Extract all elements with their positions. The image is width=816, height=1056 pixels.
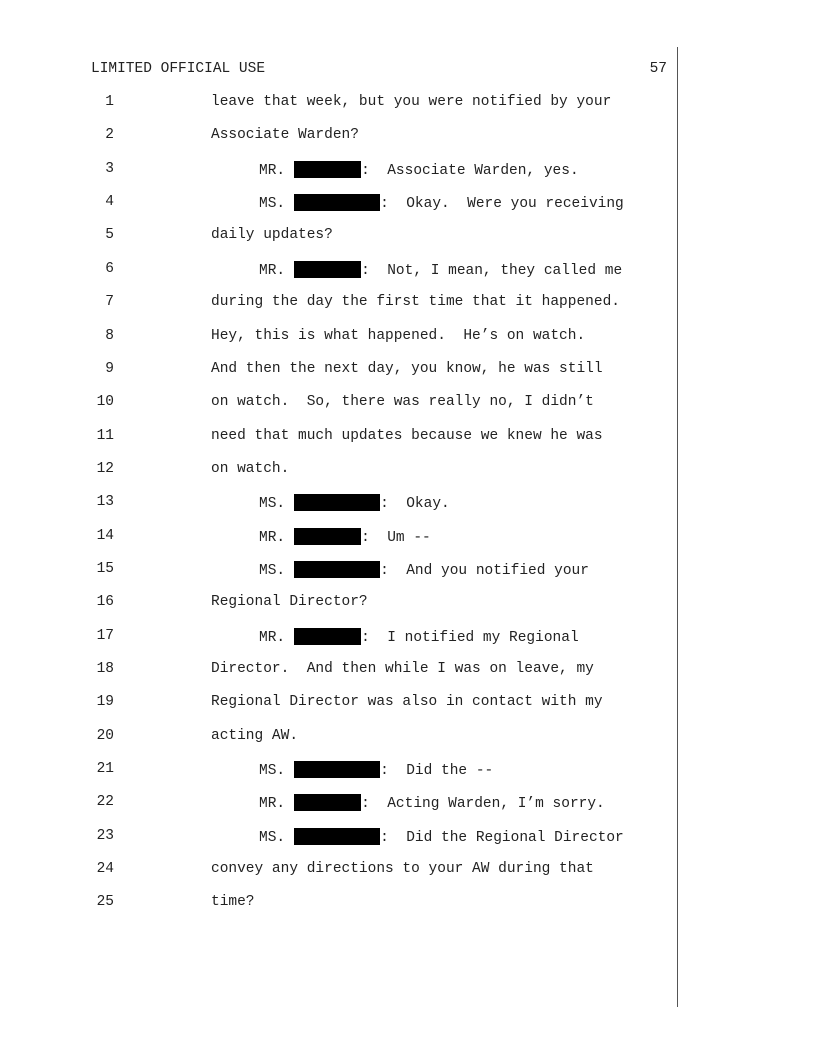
line-number: 24 [96,861,114,878]
speaker-title: MS. [259,829,286,846]
line-number: 3 [105,160,114,177]
spoken-text: Director. And then while I was on leave, my [211,661,594,677]
transcript-line [0,628,676,650]
spoken-text: : Okay. Were you receiving [380,196,624,213]
line-number: 8 [105,327,114,344]
transcript-line [0,528,676,550]
line-number: 18 [96,661,114,677]
redaction-box [294,794,361,811]
transcript-line [0,127,676,149]
redaction-box [294,528,361,545]
spoken-text: acting AW. [211,727,299,744]
line-text [211,227,333,243]
line-number: 17 [96,627,114,644]
line-text [211,661,594,677]
line-text [259,194,624,212]
redaction-box [294,761,380,778]
spoken-text: on watch. So, there was really no, I didn’t [211,394,594,411]
line-number: 13 [96,494,114,511]
speaker-title: MS. [259,196,286,213]
spoken-text: Regional Director? [211,594,368,611]
line-number: 11 [96,427,114,444]
line-number: 4 [105,194,114,211]
line-number: 5 [105,227,114,244]
spoken-text: Associate Warden? [211,127,359,144]
spoken-text: daily updates? [211,227,333,244]
redaction-box [294,161,361,178]
line-text [211,127,359,143]
spoken-text: on watch. [211,460,290,477]
transcript-line [0,328,676,350]
line-text [259,828,624,846]
transcript-line [0,361,676,383]
line-number: 14 [96,527,114,544]
line-number: 21 [96,761,114,777]
spoken-text: Regional Director was also in contact with my [211,694,603,711]
line-number: 7 [105,294,114,311]
line-text [211,894,255,910]
line-text [211,461,289,477]
line-text [211,728,298,744]
line-number: 1 [105,94,114,110]
line-text [211,94,611,110]
line-number: 22 [96,794,114,811]
transcript-line [0,728,676,750]
transcript-line [0,161,676,183]
redaction-box [294,494,380,511]
line-text [259,161,579,179]
speaker-title: MR. [259,262,286,279]
right-margin-rule [677,47,678,1007]
spoken-text: convey any directions to your AW during that [211,861,594,878]
page-header [91,61,667,81]
spoken-text: need that much updates because we knew he was [211,427,603,444]
spoken-text: : Not, I mean, they called me [361,262,623,279]
line-text [211,361,603,377]
spoken-text: : Associate Warden, yes. [361,162,579,179]
transcript-line [0,261,676,283]
transcript-line [0,428,676,450]
spoken-text: : And you notified your [380,562,589,579]
line-text [211,294,620,310]
speaker-title: MR. [259,796,286,813]
redaction-box [294,561,380,578]
transcript-line [0,861,676,883]
line-number: 10 [96,394,114,411]
line-text [259,794,605,812]
line-text [259,561,589,579]
speaker-title: MR. [259,629,286,646]
transcript-line [0,794,676,816]
transcript-line [0,494,676,516]
spoken-text: : I notified my Regional [361,629,579,646]
line-number: 20 [96,727,114,744]
line-text [259,261,622,279]
transcript-line [0,661,676,683]
spoken-text: : Acting Warden, I’m sorry. [361,796,605,813]
spoken-text: during the day the first time that it happened. [211,294,620,311]
line-text [259,761,493,779]
line-number: 9 [105,360,114,377]
transcript-line [0,761,676,783]
redaction-box [294,628,361,645]
spoken-text: time? [211,894,255,911]
spoken-text: : Okay. [380,496,450,513]
speaker-title: MS. [259,763,286,779]
line-number: 15 [96,560,114,577]
line-number: 6 [105,260,114,277]
line-number: 12 [96,460,114,477]
line-number: 16 [96,594,114,611]
transcript-line [0,561,676,583]
line-number: 23 [96,827,114,844]
speaker-title: MR. [259,162,286,179]
line-number: 2 [105,127,114,144]
line-text [211,594,368,610]
line-text [211,428,603,444]
classification-label: LIMITED OFFICIAL USE [91,61,266,77]
line-text [259,628,579,646]
line-text [211,328,585,344]
transcript-line [0,694,676,716]
redaction-box [294,261,361,278]
spoken-text: Hey, this is what happened. He’s on watch. [211,327,586,344]
transcript-line [0,294,676,316]
redaction-box [294,194,380,211]
line-text [211,861,594,877]
page-number: 57 [649,61,667,77]
line-text [259,528,431,546]
transcript-line [0,394,676,416]
spoken-text: : Um -- [361,529,431,546]
transcript-line [0,227,676,249]
spoken-text: : Did the -- [380,763,494,779]
transcript-line [0,94,676,116]
line-text [211,394,594,410]
spoken-text: : Did the Regional Director [380,829,624,846]
redaction-box [294,828,380,845]
spoken-text: leave that week, but you were notified by your [211,94,612,110]
line-text [211,694,603,710]
speaker-title: MS. [259,562,286,579]
transcript-line [0,894,676,916]
speaker-title: MS. [259,496,286,513]
line-number: 25 [96,894,114,911]
spoken-text: And then the next day, you know, he was still [211,360,603,377]
transcript-line [0,194,676,216]
transcript-line [0,594,676,616]
line-number: 19 [96,694,114,711]
speaker-title: MR. [259,529,286,546]
transcript-line [0,461,676,483]
transcript-line [0,828,676,850]
line-text [259,494,450,512]
